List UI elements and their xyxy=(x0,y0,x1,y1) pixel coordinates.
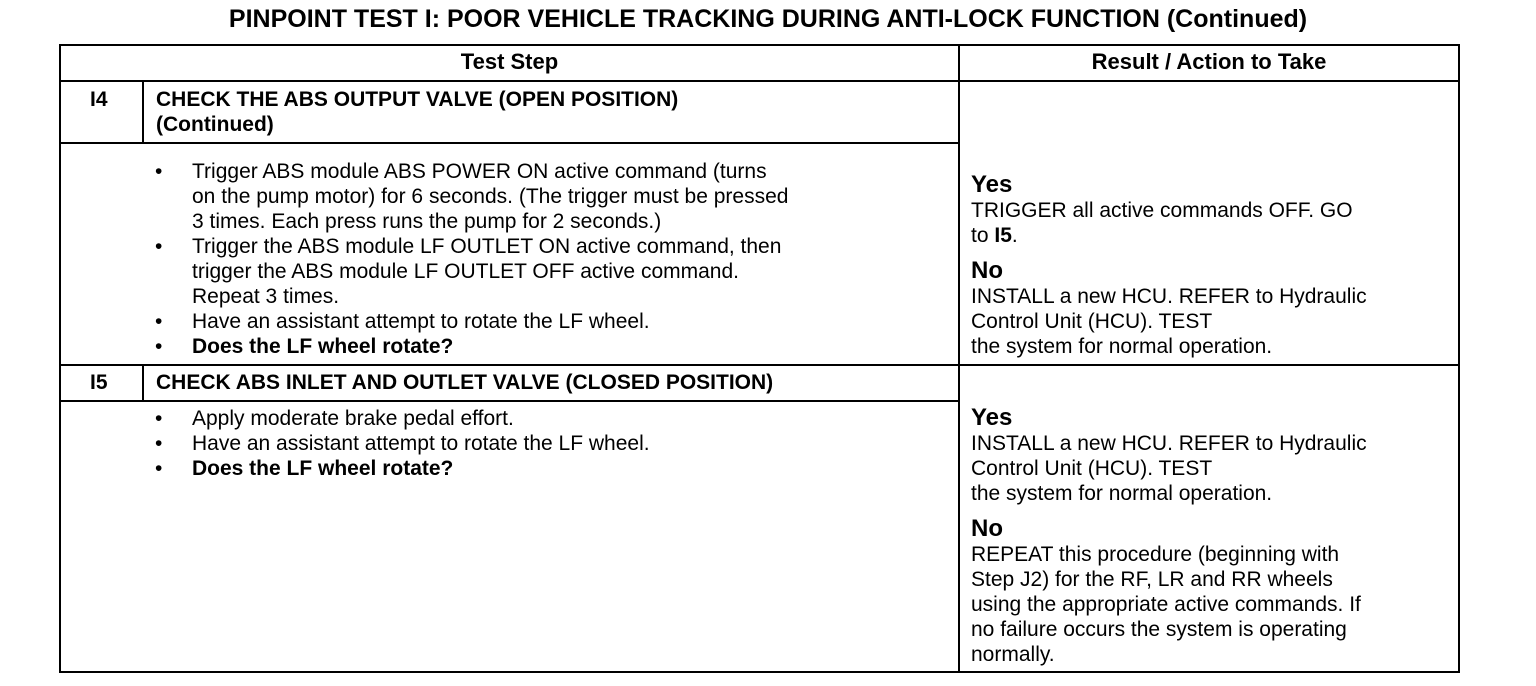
goto-step-link: I5 xyxy=(994,224,1012,247)
result-no-text xyxy=(971,542,1361,667)
i4-id-divider xyxy=(142,80,144,143)
header-test-step: Test Step xyxy=(460,49,559,74)
result-yes-label: Yes xyxy=(971,404,1013,431)
row-divider xyxy=(59,364,1460,366)
bullet-dot: • xyxy=(155,335,163,358)
result-line: REPEAT this procedure (beginning with xyxy=(971,543,1340,566)
list-item-line: trigger the ABS module LF OUTLET OFF active command. xyxy=(192,260,739,283)
header-result: Result / Action to Take xyxy=(1091,49,1327,74)
result-no-label: No xyxy=(971,257,1003,284)
step-heading-line: CHECK THE ABS OUTPUT VALVE (OPEN POSITION) xyxy=(156,88,679,111)
bullet-dot: • xyxy=(155,457,163,480)
bullet-dot: • xyxy=(155,160,163,183)
result-yes-text xyxy=(971,431,1367,506)
result-line: the system for normal operation. xyxy=(971,482,1273,505)
list-item-line: Trigger ABS module ABS POWER ON active command (turns xyxy=(192,160,767,183)
list-item-line: Trigger the ABS module LF OUTLET ON active command, then xyxy=(192,235,782,258)
result-no-text xyxy=(971,284,1367,359)
step-heading-i5: CHECK ABS INLET AND OUTLET VALVE (CLOSED POSITION) xyxy=(156,371,774,394)
result-yes-text xyxy=(971,198,1353,248)
list-item: Apply moderate brake pedal effort. xyxy=(192,407,514,430)
list-item-line: on the pump motor) for 6 seconds. (The trigger must be pressed xyxy=(192,185,789,208)
i5-id-divider xyxy=(142,364,144,401)
list-item-line: Repeat 3 times. xyxy=(192,285,340,308)
bullet-dot: • xyxy=(155,310,163,333)
column-divider xyxy=(958,44,960,673)
list-item-line: 3 times. Each press runs the pump for 2 seconds.) xyxy=(192,210,662,233)
result-line: normally. xyxy=(971,643,1055,666)
result-line: no failure occurs the system is operating xyxy=(971,618,1347,641)
header-divider xyxy=(59,80,1460,82)
bullet-dot: • xyxy=(155,235,163,258)
list-item-question: Does the LF wheel rotate? xyxy=(192,335,454,358)
result-line: Control Unit (HCU). TEST xyxy=(971,457,1213,480)
result-line: the system for normal operation. xyxy=(971,335,1273,358)
result-line: TRIGGER all active commands OFF. GO xyxy=(971,199,1353,222)
result-yes-label: Yes xyxy=(971,171,1013,198)
bullet-dot: • xyxy=(155,407,163,430)
result-line: using the appropriate active commands. If xyxy=(971,593,1361,616)
step-heading-i4 xyxy=(156,87,678,137)
result-line: INSTALL a new HCU. REFER to Hydraulic xyxy=(971,432,1367,455)
result-line: Step J2) for the RF, LR and RR wheels xyxy=(971,568,1333,591)
list-item-question: Does the LF wheel rotate? xyxy=(192,457,454,480)
result-line: Control Unit (HCU). TEST xyxy=(971,310,1213,333)
list-item: Have an assistant attempt to rotate the LF wheel. xyxy=(192,432,650,455)
bullet-dot: • xyxy=(155,432,163,455)
list-item xyxy=(192,159,788,234)
i5-heading-divider xyxy=(59,400,960,402)
list-item: Have an assistant attempt to rotate the LF wheel. xyxy=(192,310,650,333)
step-id-i4: I4 xyxy=(90,88,108,111)
list-item xyxy=(192,234,781,309)
step-id-i5: I5 xyxy=(90,371,108,394)
i4-heading-divider xyxy=(59,142,960,144)
result-line-end: . xyxy=(1011,224,1018,247)
result-line-text: to xyxy=(971,224,995,247)
result-line: INSTALL a new HCU. REFER to Hydraulic xyxy=(971,285,1367,308)
page-title: PINPOINT TEST I: POOR VEHICLE TRACKING DURING ANTI-LOCK FUNCTION (Continued) xyxy=(228,5,1308,33)
result-line xyxy=(971,223,1353,248)
result-no-label: No xyxy=(971,515,1003,542)
step-heading-line: (Continued) xyxy=(156,113,274,136)
